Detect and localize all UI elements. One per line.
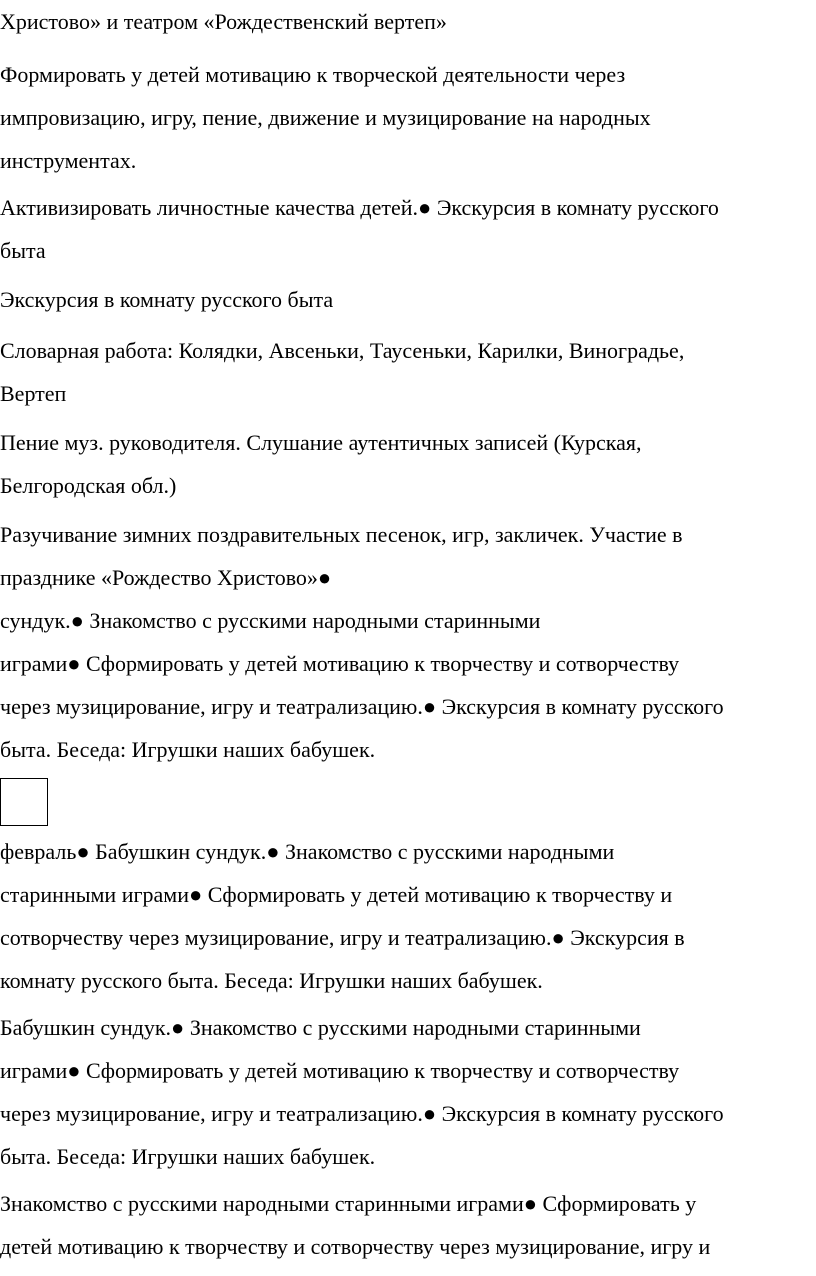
paragraph-1 (0, 0, 814, 43)
text-line: Активизировать личностные качества детей.● Экскурсия в комнату русского (0, 195, 719, 220)
paragraph-10 (0, 1182, 814, 1268)
text-line: быта. Беседа: Игрушки наших бабушек. (0, 1144, 376, 1169)
paragraph-9 (0, 1006, 814, 1178)
text-line: Пение муз. руководителя. Слушание аутентичных записей (Курская, (0, 430, 642, 455)
paragraph-7 (0, 513, 814, 771)
text-line: через музицирование, игру и театрализацию.● Экскурсия в комнату русского (0, 1101, 724, 1126)
text-line: Словарная работа: Колядки, Авсеньки, Таусеньки, Карилки, Виноградье, (0, 338, 685, 363)
text-line: февраль● Бабушкин сундук.● Знакомство с русскими народными (0, 839, 615, 864)
text-line: детей мотивацию к творчеству и сотворчеству через музицирование, игру и (0, 1234, 711, 1259)
text-line: импровизацию, игру, пение, движение и музицирование на народных (0, 105, 651, 130)
text-line: комнату русского быта. Беседа: Игрушки наших бабушек. (0, 968, 543, 993)
text-line: сотворчеству через музицирование, игру и театрализацию.● Экскурсия в (0, 925, 685, 950)
text-line: играми● Сформировать у детей мотивацию к творчеству и сотворчеству (0, 1058, 680, 1083)
text-line: Вертеп (0, 381, 67, 406)
text-line: Знакомство с русскими народными старинными играми● Сформировать у (0, 1191, 697, 1216)
text-line: Разучивание зимних поздравительных песенок, игр, закличек. Участие в (0, 522, 683, 547)
paragraph-8 (0, 830, 814, 1002)
text-line: празднике «Рождество Христово»● (0, 565, 332, 590)
text-line: старинными играми● Сформировать у детей мотивацию к творчеству и (0, 882, 673, 907)
text-line: быта. Беседа: Игрушки наших бабушек. (0, 737, 376, 762)
paragraph-2 (0, 53, 814, 182)
text-line: быта (0, 238, 46, 263)
paragraph-3 (0, 186, 814, 272)
text-line: Белгородская обл.) (0, 473, 177, 498)
paragraph-6 (0, 421, 814, 507)
paragraph-5 (0, 329, 814, 415)
text-line: Формировать у детей мотивацию к творческой деятельности через (0, 62, 626, 87)
paragraph-4 (0, 278, 814, 321)
text-line: инструментах. (0, 148, 137, 173)
checkbox[interactable] (0, 778, 48, 826)
text-line: через музицирование, игру и театрализацию.● Экскурсия в комнату русского (0, 694, 724, 719)
text-line: Экскурсия в комнату русского быта (0, 287, 334, 312)
text-line: Бабушкин сундук.● Знакомство с русскими народными старинными (0, 1015, 641, 1040)
text-line: сундук.● Знакомство с русскими народными старинными (0, 608, 541, 633)
text-line: Христово» и театром «Рождественский вертеп» (0, 9, 447, 34)
text-line: играми● Сформировать у детей мотивацию к творчеству и сотворчеству (0, 651, 680, 676)
